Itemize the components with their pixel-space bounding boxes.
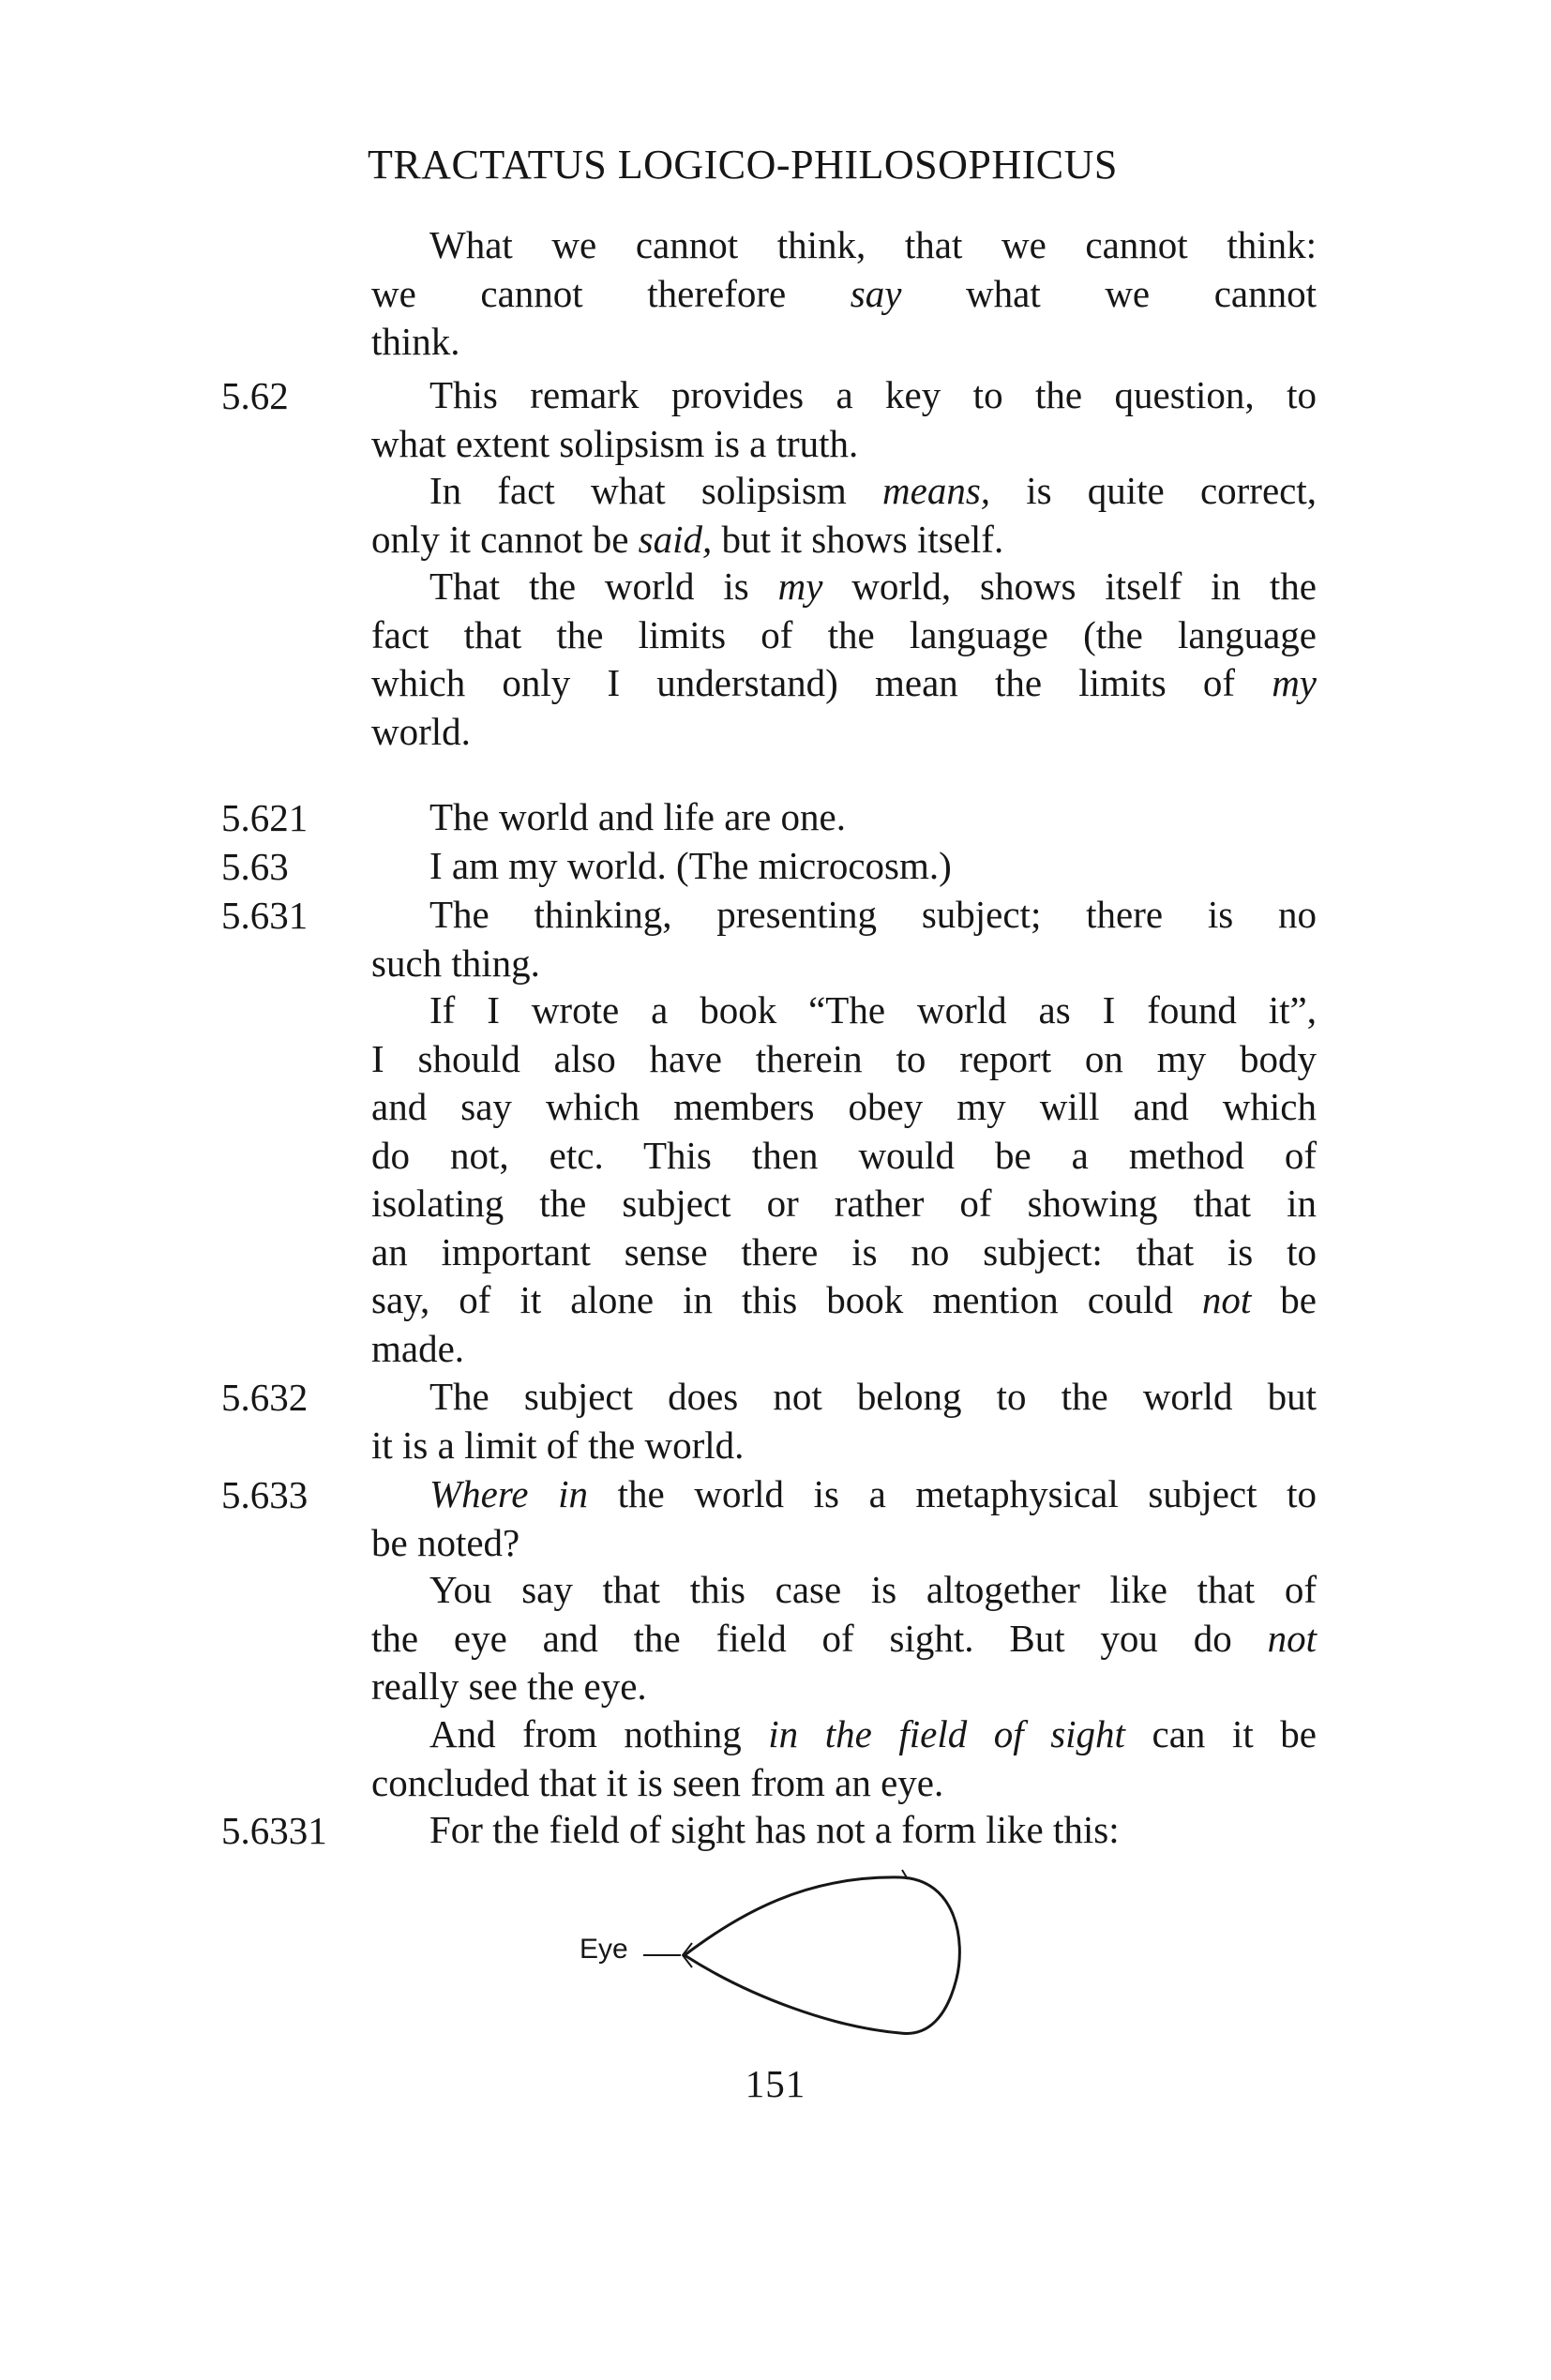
- text-line: world.: [371, 709, 471, 753]
- running-head: TRACTATUS LOGICO-PHILOSOPHICUS: [368, 142, 1118, 188]
- text-line: the eye and the field of sight. But you do not: [371, 1616, 1317, 1660]
- text-line: The thinking, presenting subject; there is no: [429, 893, 1317, 936]
- text-line: made.: [371, 1326, 465, 1370]
- intro-paragraph: [371, 221, 1317, 367]
- text-line: do not, etc. This then would be a method of: [371, 1133, 1317, 1177]
- text-line: which only I understand) mean the limits of my: [371, 661, 1317, 704]
- text-line: it is a limit of the world.: [371, 1423, 745, 1467]
- text-line: What we cannot think, that we cannot think:: [429, 223, 1317, 266]
- proposition-5-633-para-1: [371, 1470, 1317, 1567]
- text-line: This remark provides a key to the question, to: [429, 373, 1317, 416]
- proposition-5-631-para-1: [371, 891, 1317, 987]
- proposition-5-63: [371, 842, 1317, 891]
- text-line: what extent solipsism is a truth.: [371, 421, 859, 465]
- text-line: I am my world. (The microcosm.): [429, 844, 952, 887]
- proposition-5-632: [371, 1373, 1317, 1469]
- proposition-number: 5.63: [221, 845, 289, 888]
- text-line: You say that this case is altogether like that of: [429, 1568, 1317, 1611]
- text-line: think.: [371, 320, 460, 363]
- text-line: For the field of sight has not a form like this:: [429, 1808, 1120, 1851]
- text-line: And from nothing in the field of sight can it be: [429, 1712, 1317, 1755]
- text-line: really see the eye.: [371, 1664, 647, 1708]
- text-line: we cannot therefore say what we cannot: [371, 271, 1317, 315]
- page-number: 151: [745, 2062, 806, 2105]
- text-line: isolating the subject or rather of showing that in: [371, 1182, 1317, 1225]
- proposition-5-6331: [371, 1806, 1317, 1855]
- proposition-5-62-para-3: [371, 563, 1317, 756]
- proposition-number: 5.632: [221, 1376, 309, 1419]
- text-line: concluded that it is seen from an eye.: [371, 1760, 944, 1804]
- proposition-5-621: [371, 793, 1317, 842]
- text-line: an important sense there is no subject: that is to: [371, 1229, 1317, 1273]
- text-line: fact that the limits of the language (the language: [371, 612, 1317, 656]
- proposition-5-633-para-2: [371, 1566, 1317, 1711]
- proposition-number: 5.631: [221, 894, 309, 937]
- text-line: only it cannot be said, but it shows itself.: [371, 517, 1004, 561]
- proposition-number: 5.633: [221, 1473, 309, 1516]
- proposition-number: 5.6331: [221, 1809, 327, 1852]
- text-line: I should also have therein to report on my body: [371, 1036, 1317, 1080]
- text-line: say, of it alone in this book mention could not be: [371, 1278, 1317, 1321]
- text-line: be noted?: [371, 1520, 520, 1564]
- proposition-number: 5.62: [221, 374, 289, 417]
- proposition-5-631-para-2: [371, 987, 1317, 1373]
- proposition-number: 5.621: [221, 796, 309, 839]
- text-line: If I wrote a book “The world as I found it”,: [429, 988, 1317, 1032]
- text-line: The world and life are one.: [429, 795, 846, 838]
- proposition-5-62-para-1: [371, 371, 1317, 468]
- proposition-5-62-para-2: [371, 467, 1317, 564]
- text-line: Where in the world is a metaphysical subject to: [429, 1472, 1317, 1515]
- text-line: The subject does not belong to the world but: [429, 1375, 1317, 1418]
- text-line: In fact what solipsism means, is quite correct,: [429, 469, 1317, 512]
- field-of-sight-outline: [685, 1877, 959, 2034]
- text-line: and say which members obey my will and which: [371, 1085, 1317, 1128]
- text-line: such thing.: [371, 941, 540, 985]
- text-line: That the world is my world, shows itself in the: [429, 565, 1317, 608]
- proposition-5-633-para-3: [371, 1710, 1317, 1807]
- eye-label: Eye: [580, 1934, 628, 1965]
